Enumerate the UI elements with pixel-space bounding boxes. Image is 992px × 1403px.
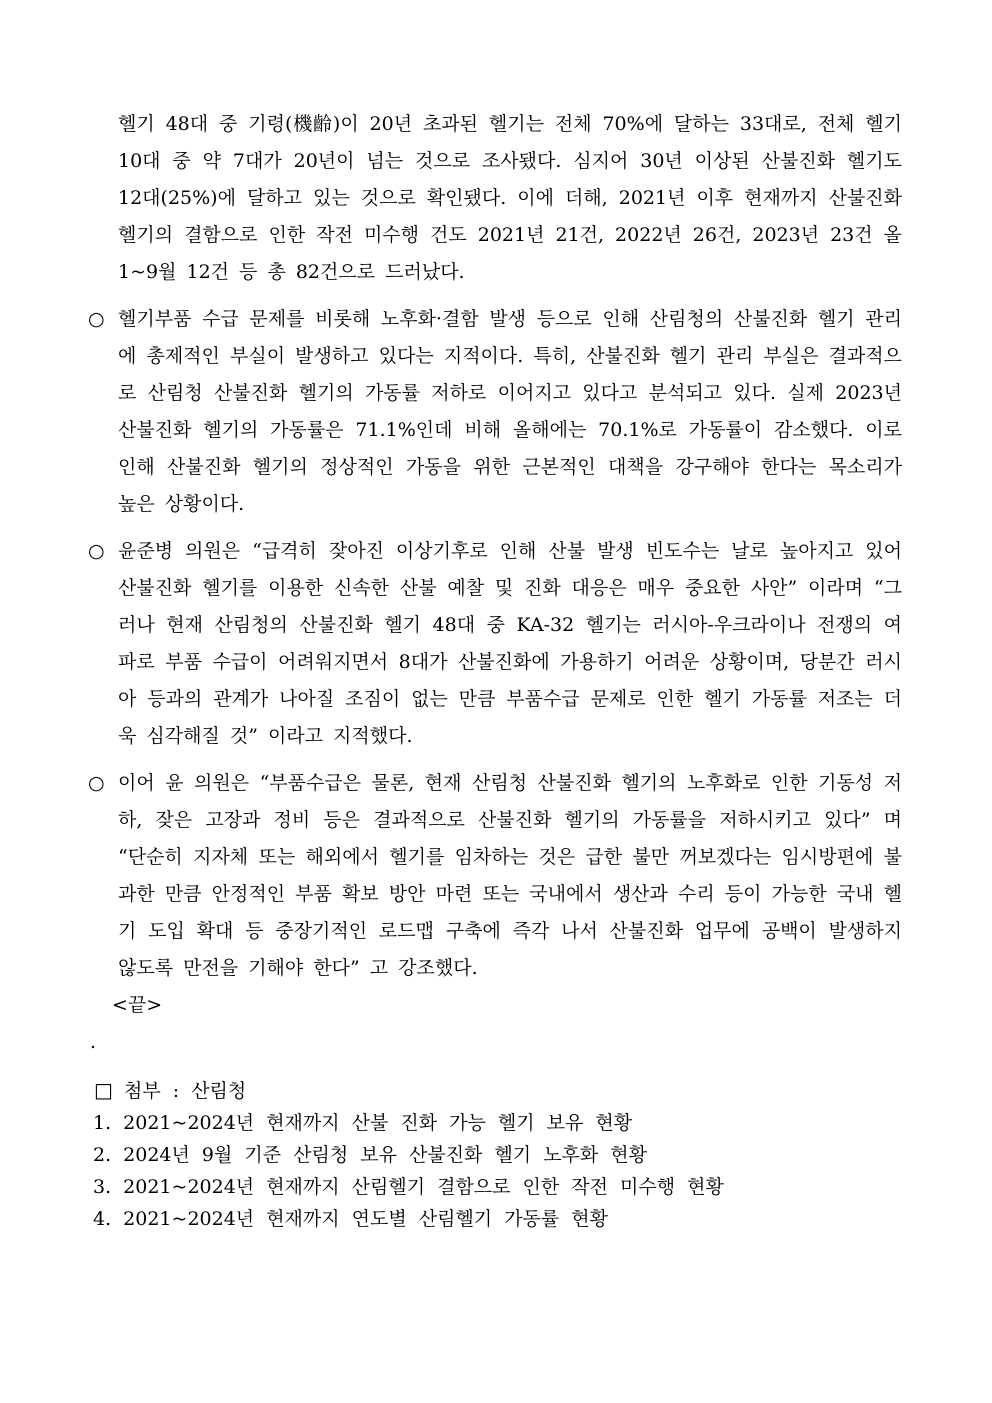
circle-bullet-icon: ○ [88, 540, 105, 562]
end-mark: <끝> [112, 994, 163, 1016]
stray-period: . [90, 1031, 97, 1053]
attachment-header [88, 1074, 902, 1107]
attachment-title: 첨부 : 산림청 [124, 1080, 247, 1102]
paragraph-lawmaker-quote-1 [88, 533, 902, 755]
paragraph-text: 이어 윤 의원은 “부품수급은 물론, 현재 산림청 산불진화 헬기의 노후화로 인한 기동성 저하, 잦은 고장과 정비 등은 결과적으로 산불진화 헬기의 가동률을 저하시키고 있다” 며 “단순히 지자체 또는 해외에서 헬기를 임차하는 것은 급한 불만 꺼보겠다는 임시방편에 불과한 만큼 안정적인 부품 확보 방안 마련 또는 국내에서 생산과 수리 등이 가능한 국내 헬기 도입 확대 등 중장기적인 로드맵 구축에 즉각 나서 산불진화 업무에 공백이 발생하지 않도록 만전을 기해야 한다” 고 강조했다. [118, 772, 902, 979]
attachment-item-4: 4. 2021~2024년 현재까지 연도별 산림헬기 가동률 현황 [93, 1208, 609, 1230]
attachment-item-2: 2. 2024년 9월 기준 산림청 보유 산불진화 헬기 노후화 현황 [93, 1144, 648, 1166]
circle-bullet-icon: ○ [88, 308, 105, 330]
attachment-item-1: 1. 2021~2024년 현재까지 산불 진화 가능 헬기 보유 현황 [93, 1112, 633, 1134]
paragraph-text: 윤준병 의원은 “급격히 잦아진 이상기후로 인해 산불 발생 빈도수는 날로 높아지고 있어 산불진화 헬기를 이용한 신속한 산불 예찰 및 진화 대응은 매우 중요한 사안” 이라며 “그러나 현재 산림청의 산불진화 헬기 48대 중 KA-32 헬기는 러시아-우크라이나 전쟁의 여파로 부품 수급이 어려워지면서 8대가 산불진화에 가용하기 어려운 상황이며, 당분간 러시아 등과의 관계가 나아질 조짐이 없는 만큼 부품수급 문제로 인한 헬기 가동률 저조는 더욱 심각해질 것” 이라고 지적했다. [118, 540, 902, 747]
document-body [88, 106, 902, 1235]
attachment-section [88, 1074, 902, 1235]
paragraph-text: 헬기부품 수급 문제를 비롯해 노후화·결함 발생 등으로 인해 산림청의 산불진화 헬기 관리에 총제적인 부실이 발생하고 있다는 지적이다. 특히, 산불진화 헬기 관리 부실은 결과적으로 산림청 산불진화 헬기의 가동률 저하로 이어지고 있다고 분석되고 있다. 실제 2023년 산불진화 헬기의 가동률은 71.1%인데 비해 올해에는 70.1%로 가동률이 감소했다. 이로 인해 산불진화 헬기의 정상적인 가동을 위한 근본적인 대책을 강구해야 한다는 목소리가 높은 상황이다. [118, 308, 902, 515]
square-bullet-icon: □ [94, 1078, 113, 1102]
circle-bullet-icon: ○ [88, 772, 105, 794]
paragraph-helicopter-age: 헬기 48대 중 기령(機齡)이 20년 초과된 헬기는 전체 70%에 달하는 33대로, 전체 헬기 10대 중 약 7대가 20년이 넘는 것으로 조사됐다. 심지어 30년 이상된 산불진화 헬기도 12대(25%)에 달하고 있는 것으로 확인됐다. 이에 더해, 2021년 이후 현재까지 산불진화 헬기의 결함으로 인한 작전 미수행 건도 2021년 21건, 2022년 26건, 2023년 23건 올 1~9월 12건 등 총 82건으로 드러났다. [118, 113, 902, 283]
paragraph-lawmaker-quote-2 [88, 765, 902, 987]
attachment-item-3: 3. 2021~2024년 현재까지 산림헬기 결함으로 인한 작전 미수행 현황 [93, 1176, 724, 1198]
paragraph-parts-supply [88, 301, 902, 523]
